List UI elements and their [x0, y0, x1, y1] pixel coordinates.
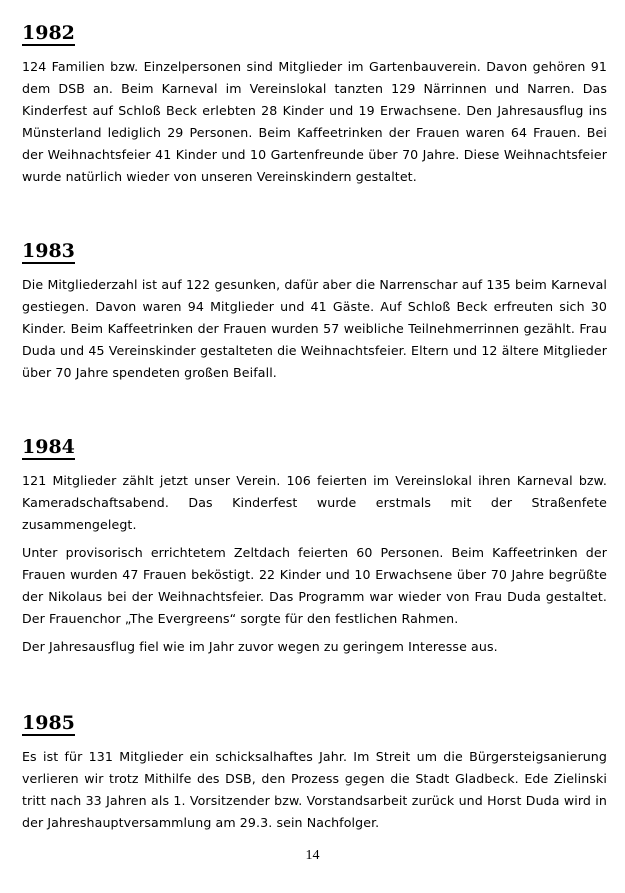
- year-heading: 1983: [22, 240, 75, 262]
- paragraph: Unter provisorisch errichtetem Zeltdach feierten 60 Personen. Beim Kaffeetrinken der Frauen wurden 47 Frauen beköstigt. 22 Kinder und 10 Erwachsene über 70 Jahre begrüßte der Nikolaus bei der Weihnachtsfeier. Das Programm war wieder von Frau Duda gestaltet. Der Frauenchor „The Evergreens“ sorgte für den festlichen Rahmen.: [22, 545, 607, 626]
- section-1985: [22, 712, 607, 840]
- section-1984: [22, 436, 607, 664]
- section-1982: [22, 22, 607, 194]
- paragraph: 121 Mitglieder zählt jetzt unser Verein. 106 feierten im Vereinslokal ihren Karneval bzw. Kameradschaftsabend. Das Kinderfest wurde erstmals mit der Straßenfete zusammengelegt.: [22, 473, 607, 532]
- paragraph: Die Mitgliederzahl ist auf 122 gesunken, dafür aber die Narrenschar auf 135 beim Karneval gestiegen. Davon waren 94 Mitglieder und 41 Gäste. Auf Schloß Beck erfreuten sich 30 Kinder. Beim Kaffeetrinken der Frauen wurden 57 weibliche Teilnehmerrinnen gezählt. Frau Duda und 45 Vereinskinder gestalteten die Weihnachtsfeier. Eltern und 12 ältere Mitglieder über 70 Jahre spendeten großen Beifall.: [22, 277, 607, 380]
- year-heading: 1982: [22, 22, 75, 44]
- page-number: 14: [305, 848, 320, 863]
- year-heading: 1984: [22, 436, 75, 458]
- paragraph: Der Jahresausflug fiel wie im Jahr zuvor wegen zu geringem Interesse aus.: [22, 639, 498, 654]
- section-1983: [22, 240, 607, 390]
- year-heading: 1985: [22, 712, 75, 734]
- paragraph: Es ist für 131 Mitglieder ein schicksalhaftes Jahr. Im Streit um die Bürgersteigsanierung verlieren wir trotz Mithilfe des DSB, den Prozess gegen die Stadt Gladbeck. Ede Zielinski tritt nach 33 Jahren als 1. Vorsitzender bzw. Vorstandsarbeit zurück und Horst Duda wird in der Jahreshauptversammlung am 29.3. sein Nachfolger.: [22, 749, 607, 830]
- paragraph: 124 Familien bzw. Einzelpersonen sind Mitglieder im Gartenbauverein. Davon gehören 91 dem DSB an. Beim Karneval im Vereinslokal tanzten 129 Närrinnen und Narren. Das Kinderfest auf Schloß Beck erlebten 28 Kinder und 19 Erwachsene. Den Jahresausflug ins Münsterland lediglich 29 Personen. Beim Kaffeetrinken der Frauen waren 64 Frauen. Bei der Weihnachtsfeier 41 Kinder und 10 Gartenfreunde über 70 Jahre. Diese Weihnachtsfeier wurde natürlich wieder von unseren Vereinskindern gestaltet.: [22, 59, 607, 184]
